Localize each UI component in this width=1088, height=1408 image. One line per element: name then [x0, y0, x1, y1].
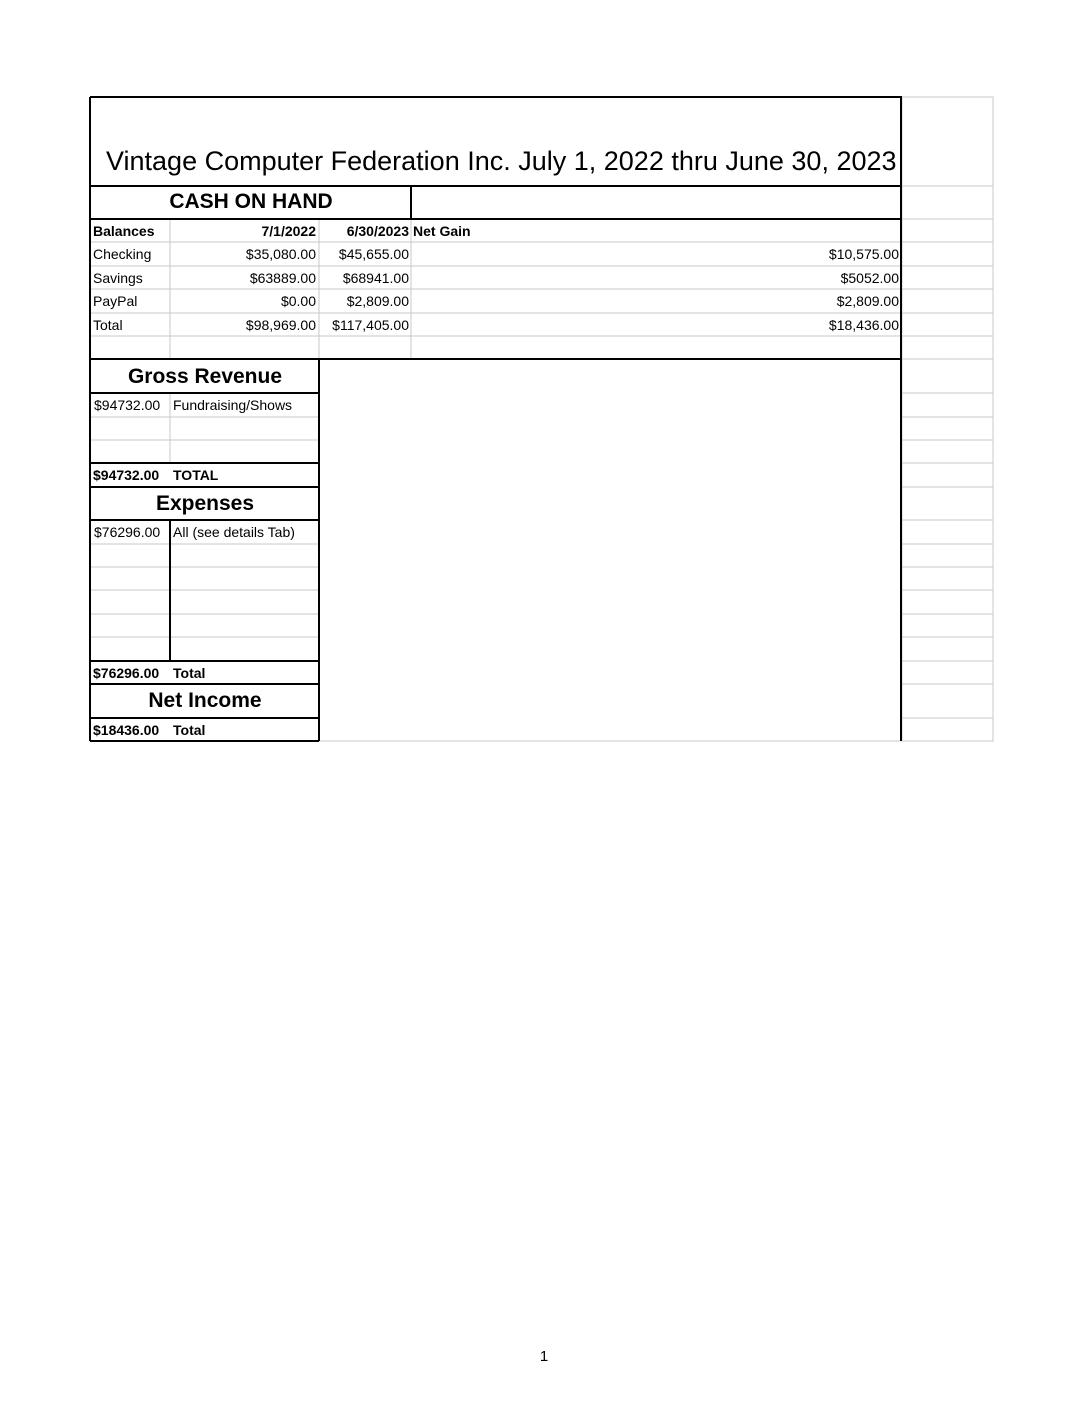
row-label: PayPal — [93, 293, 138, 309]
revenue-item-label: Fundraising/Shows — [173, 397, 293, 413]
revenue-item-amount: $94732.00 — [94, 397, 161, 413]
start-balance: $35,080.00 — [245, 246, 316, 262]
gross-revenue-heading: Gross Revenue — [127, 365, 283, 388]
net-income-heading: Net Income — [148, 689, 262, 712]
end-balance: $2,809.00 — [346, 293, 409, 309]
col-header-end-date: 6/30/2023 — [346, 223, 409, 239]
report-title: Vintage Computer Federation Inc. July 1, 2022 thru June 30, 2023 — [106, 146, 897, 176]
expense-item-amount: $76296.00 — [94, 524, 161, 540]
revenue-total-label: TOTAL — [173, 467, 219, 483]
cash-on-hand-heading: CASH ON HAND — [169, 190, 333, 213]
start-balance: $63889.00 — [249, 270, 316, 286]
expense-item-label: All (see details Tab) — [173, 524, 295, 540]
row-label: Total — [93, 317, 123, 333]
col-header-balances: Balances — [93, 223, 155, 239]
net-income-amount: $18436.00 — [93, 722, 160, 738]
start-balance: $0.00 — [280, 293, 316, 309]
col-header-start-date: 7/1/2022 — [261, 223, 316, 239]
row-label: Savings — [93, 270, 143, 286]
expenses-heading: Expenses — [155, 492, 255, 515]
end-balance: $117,405.00 — [332, 317, 409, 333]
page-number: 1 — [539, 1348, 549, 1365]
row-label: Checking — [93, 246, 152, 262]
revenue-total-amount: $94732.00 — [93, 467, 160, 483]
net-gain: $18,436.00 — [828, 317, 899, 333]
end-balance: $45,655.00 — [338, 246, 409, 262]
net-gain: $5052.00 — [840, 270, 899, 286]
start-balance: $98,969.00 — [245, 317, 316, 333]
net-income-label: Total — [173, 722, 206, 738]
expense-total-label: Total — [173, 665, 206, 681]
net-gain: $2,809.00 — [836, 293, 899, 309]
expense-total-amount: $76296.00 — [93, 665, 160, 681]
col-header-net-gain: Net Gain — [413, 223, 471, 239]
net-gain: $10,575.00 — [828, 246, 899, 262]
end-balance: $68941.00 — [342, 270, 409, 286]
